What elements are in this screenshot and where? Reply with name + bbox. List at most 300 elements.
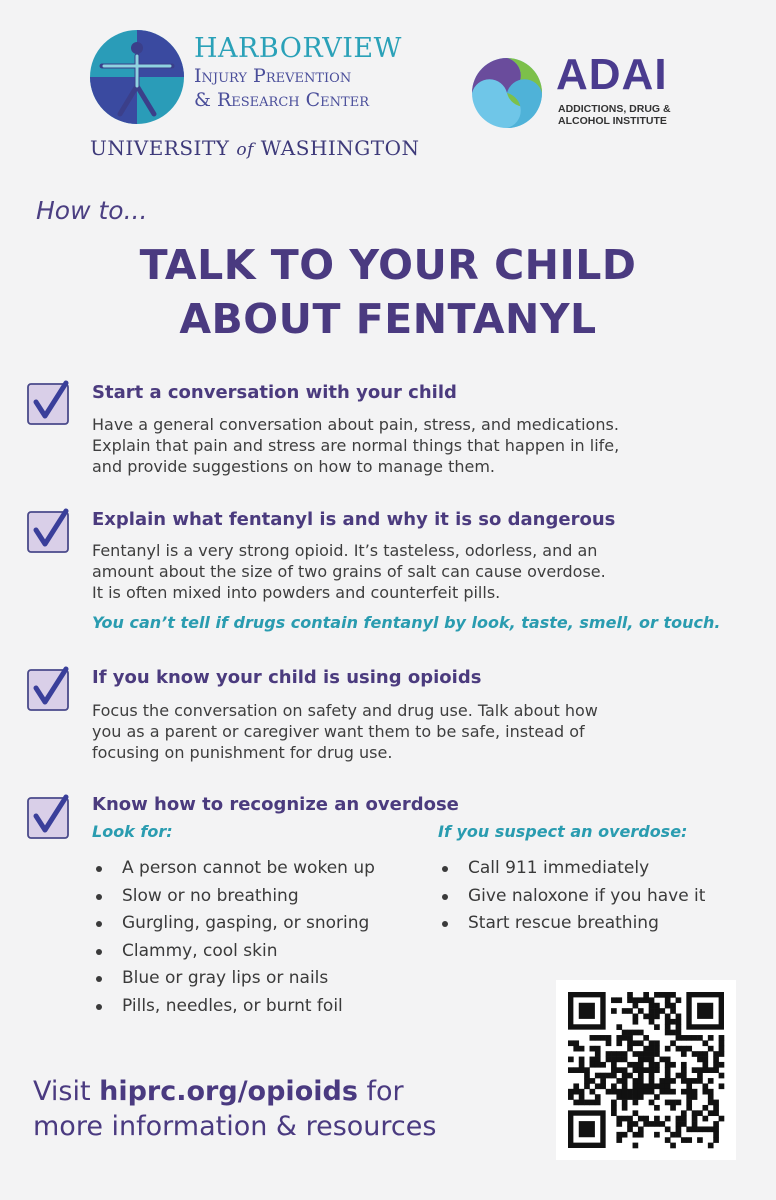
qr-module bbox=[600, 1078, 606, 1084]
qr-module bbox=[643, 1046, 649, 1052]
qr-module bbox=[633, 1051, 639, 1057]
qr-module bbox=[627, 1062, 633, 1068]
qr-module bbox=[702, 1051, 708, 1057]
qr-module bbox=[665, 1024, 671, 1030]
qr-module bbox=[590, 1035, 596, 1041]
qr-module bbox=[622, 1008, 628, 1014]
qr-module bbox=[702, 1116, 708, 1122]
qr-module bbox=[654, 1094, 660, 1100]
qr-module bbox=[686, 1083, 692, 1089]
qr-module bbox=[622, 1067, 628, 1073]
qr-module bbox=[622, 1030, 628, 1036]
qr-module bbox=[670, 1143, 676, 1149]
qr-module bbox=[665, 1062, 671, 1068]
qr-module bbox=[692, 1067, 698, 1073]
qr-module bbox=[590, 1046, 596, 1052]
qr-module bbox=[638, 1094, 644, 1100]
qr-module bbox=[676, 1126, 682, 1132]
section-heading-using-opioids: If you know your child is using opioids bbox=[92, 667, 482, 688]
qr-module bbox=[692, 1035, 698, 1041]
qr-module bbox=[638, 1089, 644, 1095]
qr-module bbox=[627, 1126, 633, 1132]
qr-module bbox=[643, 1057, 649, 1063]
title-line1: TALK TO YOUR CHILD bbox=[139, 241, 637, 289]
qr-module bbox=[670, 1019, 676, 1025]
uw-wordmark bbox=[90, 136, 420, 160]
qr-module bbox=[638, 1126, 644, 1132]
qr-module bbox=[665, 1073, 671, 1079]
qr-module bbox=[649, 1057, 655, 1063]
qr-module bbox=[654, 992, 660, 998]
qr-module bbox=[573, 1040, 579, 1046]
hiprc-line1: HARBORVIEW bbox=[194, 33, 402, 64]
qr-module bbox=[649, 1100, 655, 1106]
qr-module bbox=[670, 1062, 676, 1068]
qr-module bbox=[697, 1078, 703, 1084]
qr-module bbox=[697, 1137, 703, 1143]
body-line: Focus the conversation on safety and drug use. Talk about how bbox=[92, 701, 598, 720]
qr-module bbox=[611, 1067, 617, 1073]
qr-module bbox=[579, 1121, 595, 1137]
qr-module bbox=[595, 1094, 601, 1100]
list-item: Blue or gray lips or nails bbox=[92, 965, 375, 993]
qr-module bbox=[579, 1003, 595, 1019]
body-line: amount about the size of two grains of salt can cause overdose. bbox=[92, 562, 606, 581]
qr-module bbox=[665, 992, 671, 998]
qr-module bbox=[676, 997, 682, 1003]
qr-module bbox=[659, 1083, 665, 1089]
qr-module bbox=[579, 1062, 585, 1068]
qr-module bbox=[616, 1121, 622, 1127]
hiprc-logo bbox=[88, 28, 420, 163]
qr-module bbox=[681, 1051, 687, 1057]
qr-module bbox=[622, 1057, 628, 1063]
qr-module bbox=[676, 1046, 682, 1052]
qr-module bbox=[697, 1035, 703, 1041]
qr-module bbox=[681, 1078, 687, 1084]
qr-module bbox=[611, 1089, 617, 1095]
qr-module bbox=[665, 1019, 671, 1025]
qr-module bbox=[649, 997, 655, 1003]
qr-module bbox=[702, 1105, 708, 1111]
qr-module bbox=[649, 1083, 655, 1089]
qr-module bbox=[590, 1057, 596, 1063]
qr-module bbox=[643, 1014, 649, 1020]
qr-module bbox=[654, 1046, 660, 1052]
qr-module bbox=[622, 1089, 628, 1095]
uw-pre: UNIVERSITY bbox=[90, 136, 237, 160]
qr-module bbox=[719, 1073, 725, 1079]
qr-module bbox=[633, 997, 639, 1003]
qr-module bbox=[622, 1132, 628, 1138]
qr-module bbox=[616, 1094, 622, 1100]
qr-module bbox=[713, 1067, 719, 1073]
qr-module bbox=[681, 1089, 687, 1095]
qr-module bbox=[584, 1073, 590, 1079]
qr-module bbox=[633, 1094, 639, 1100]
qr-module bbox=[676, 1116, 682, 1122]
qr-module bbox=[611, 1083, 617, 1089]
qr-module bbox=[719, 1040, 725, 1046]
qr-module bbox=[573, 1067, 579, 1073]
qr-module bbox=[649, 1014, 655, 1020]
qr-module bbox=[633, 1019, 639, 1025]
qr-module bbox=[638, 1030, 644, 1036]
qr-module bbox=[659, 1008, 665, 1014]
list-item: Give naloxone if you have it bbox=[438, 883, 705, 911]
qr-module bbox=[633, 1078, 639, 1084]
website-link[interactable]: hiprc.org/opioids bbox=[99, 1076, 358, 1107]
qr-module bbox=[590, 1100, 596, 1106]
body-line: you as a parent or caregiver want them to be safe, instead of bbox=[92, 722, 585, 741]
qr-module bbox=[708, 1067, 714, 1073]
qr-module bbox=[579, 1089, 585, 1095]
qr-module bbox=[627, 1116, 633, 1122]
qr-module bbox=[568, 1040, 574, 1046]
section-body-start-conversation bbox=[92, 414, 619, 477]
qr-module bbox=[697, 1057, 703, 1063]
qr-module bbox=[649, 1040, 655, 1046]
qr-module bbox=[611, 1073, 617, 1079]
qr-module bbox=[633, 1067, 639, 1073]
qr-module bbox=[638, 1040, 644, 1046]
visit-line2: more information & resources bbox=[33, 1111, 437, 1142]
qr-module bbox=[568, 1057, 574, 1063]
qr-module bbox=[708, 1089, 714, 1095]
qr-module bbox=[654, 1040, 660, 1046]
qr-module bbox=[692, 1121, 698, 1127]
qr-code[interactable] bbox=[556, 980, 736, 1160]
qr-module bbox=[654, 1051, 660, 1057]
qr-module bbox=[622, 1073, 628, 1079]
qr-module bbox=[643, 1089, 649, 1095]
qr-module bbox=[649, 1051, 655, 1057]
qr-module bbox=[616, 1035, 622, 1041]
qr-module bbox=[600, 1083, 606, 1089]
uw-post: WASHINGTON bbox=[253, 136, 420, 160]
qr-module bbox=[616, 1040, 622, 1046]
qr-module bbox=[638, 1062, 644, 1068]
qr-module bbox=[676, 1014, 682, 1020]
qr-module bbox=[676, 1030, 682, 1036]
qr-module bbox=[654, 1008, 660, 1014]
qr-module bbox=[681, 1035, 687, 1041]
qr-module bbox=[697, 1126, 703, 1132]
qr-module bbox=[681, 1067, 687, 1073]
qr-module bbox=[622, 1083, 628, 1089]
qr-module bbox=[616, 1024, 622, 1030]
qr-module bbox=[649, 1121, 655, 1127]
list-item: Start rescue breathing bbox=[438, 910, 705, 938]
qr-module bbox=[676, 1132, 682, 1138]
qr-module bbox=[595, 1062, 601, 1068]
qr-module bbox=[595, 1100, 601, 1106]
qr-module bbox=[633, 1089, 639, 1095]
qr-module bbox=[638, 1078, 644, 1084]
fentanyl-warning-callout: You can’t tell if drugs contain fentanyl by look, taste, smell, or touch. bbox=[92, 613, 721, 632]
qr-module bbox=[665, 1137, 671, 1143]
qr-module bbox=[654, 1024, 660, 1030]
qr-module bbox=[638, 1116, 644, 1122]
qr-module bbox=[708, 1078, 714, 1084]
body-line: Fentanyl is a very strong opioid. It’s tasteless, odorless, and an bbox=[92, 541, 598, 560]
qr-module bbox=[719, 1051, 725, 1057]
qr-module bbox=[681, 1062, 687, 1068]
qr-module bbox=[616, 1078, 622, 1084]
qr-module bbox=[622, 1035, 628, 1041]
qr-module bbox=[659, 1089, 665, 1095]
qr-module bbox=[665, 1003, 671, 1009]
qr-module bbox=[573, 1100, 579, 1106]
qr-module bbox=[686, 1078, 692, 1084]
section-body-using-opioids bbox=[92, 700, 598, 763]
qr-module bbox=[595, 1051, 601, 1057]
qr-module bbox=[686, 1089, 692, 1095]
qr-module bbox=[606, 1051, 612, 1057]
qr-module bbox=[713, 1126, 719, 1132]
qr-module bbox=[686, 1100, 692, 1106]
qr-module bbox=[638, 1067, 644, 1073]
qr-module bbox=[579, 1100, 585, 1106]
list-item: Gurgling, gasping, or snoring bbox=[92, 910, 375, 938]
qr-module bbox=[681, 1137, 687, 1143]
qr-module bbox=[643, 992, 649, 998]
qr-module bbox=[665, 1014, 671, 1020]
qr-module bbox=[627, 1008, 633, 1014]
qr-module bbox=[595, 1057, 601, 1063]
list-item: A person cannot be woken up bbox=[92, 855, 375, 883]
qr-module bbox=[702, 1040, 708, 1046]
qr-module bbox=[702, 1089, 708, 1095]
qr-module bbox=[719, 1062, 725, 1068]
qr-module bbox=[649, 1062, 655, 1068]
qr-module bbox=[595, 1073, 601, 1079]
qr-module bbox=[622, 1105, 628, 1111]
qr-module bbox=[627, 1035, 633, 1041]
look-for-list bbox=[92, 855, 375, 1020]
qr-module bbox=[670, 1132, 676, 1138]
qr-module bbox=[633, 1100, 639, 1106]
title-line2: ABOUT FENTANYL bbox=[179, 295, 597, 343]
qr-module bbox=[692, 1094, 698, 1100]
qr-module bbox=[665, 997, 671, 1003]
qr-module bbox=[654, 1116, 660, 1122]
qr-module bbox=[719, 1035, 725, 1041]
qr-module bbox=[606, 1040, 612, 1046]
qr-module bbox=[638, 1051, 644, 1057]
qr-module bbox=[665, 1046, 671, 1052]
body-line: focusing on punishment for drug use. bbox=[92, 743, 393, 762]
qr-module bbox=[633, 1110, 639, 1116]
qr-module bbox=[670, 1089, 676, 1095]
qr-module bbox=[665, 1126, 671, 1132]
qr-module bbox=[676, 1024, 682, 1030]
qr-module bbox=[692, 1110, 698, 1116]
qr-module bbox=[627, 1046, 633, 1052]
qr-module bbox=[622, 1116, 628, 1122]
qr-module bbox=[697, 1110, 703, 1116]
qr-module bbox=[638, 1083, 644, 1089]
qr-module bbox=[633, 1030, 639, 1036]
qr-module bbox=[665, 1057, 671, 1063]
qr-module bbox=[665, 1116, 671, 1122]
qr-module bbox=[702, 1062, 708, 1068]
qr-module bbox=[708, 1094, 714, 1100]
qr-module bbox=[622, 1078, 628, 1084]
qr-module bbox=[676, 1100, 682, 1106]
qr-module bbox=[643, 997, 649, 1003]
qr-module bbox=[649, 1078, 655, 1084]
qr-module bbox=[595, 1035, 601, 1041]
qr-module bbox=[676, 1073, 682, 1079]
qr-module bbox=[579, 1094, 585, 1100]
qr-module bbox=[611, 1110, 617, 1116]
qr-module bbox=[702, 1067, 708, 1073]
qr-module bbox=[654, 1083, 660, 1089]
qr-module bbox=[643, 1051, 649, 1057]
qr-module bbox=[649, 1046, 655, 1052]
qr-module bbox=[670, 1008, 676, 1014]
qr-module bbox=[681, 1110, 687, 1116]
visit-footer bbox=[33, 1074, 436, 1144]
qr-module bbox=[697, 1067, 703, 1073]
qr-module bbox=[633, 1132, 639, 1138]
list-item: Clammy, cool skin bbox=[92, 938, 375, 966]
qr-module bbox=[681, 1121, 687, 1127]
qr-module bbox=[643, 1035, 649, 1041]
qr-module bbox=[616, 1132, 622, 1138]
section-body-explain-fentanyl bbox=[92, 540, 606, 603]
qr-module bbox=[638, 1008, 644, 1014]
qr-module bbox=[573, 1083, 579, 1089]
qr-module bbox=[665, 1030, 671, 1036]
qr-module bbox=[600, 1035, 606, 1041]
qr-module bbox=[692, 1078, 698, 1084]
qr-module bbox=[713, 1121, 719, 1127]
qr-module bbox=[719, 1046, 725, 1052]
qr-module bbox=[665, 1100, 671, 1106]
qr-module bbox=[616, 997, 622, 1003]
qr-module bbox=[697, 1073, 703, 1079]
section-heading-start-conversation: Start a conversation with your child bbox=[92, 382, 457, 403]
qr-module bbox=[665, 1078, 671, 1084]
qr-module bbox=[649, 1008, 655, 1014]
list-item: Slow or no breathing bbox=[92, 883, 375, 911]
qr-module bbox=[649, 1089, 655, 1095]
qr-module bbox=[573, 1046, 579, 1052]
qr-module bbox=[606, 1035, 612, 1041]
qr-module bbox=[692, 1116, 698, 1122]
qr-module bbox=[686, 1046, 692, 1052]
qr-module bbox=[654, 1067, 660, 1073]
qr-module bbox=[627, 1073, 633, 1079]
qr-module bbox=[692, 1089, 698, 1095]
qr-module bbox=[595, 1046, 601, 1052]
qr-module bbox=[654, 1121, 660, 1127]
visit-pre: Visit bbox=[33, 1076, 100, 1107]
body-line: It is often mixed into powders and counterfeit pills. bbox=[92, 583, 501, 602]
qr-module bbox=[708, 1126, 714, 1132]
qr-module bbox=[643, 1067, 649, 1073]
qr-module bbox=[719, 1116, 725, 1122]
qr-module bbox=[606, 1057, 612, 1063]
qr-module bbox=[579, 1067, 585, 1073]
qr-module bbox=[654, 1062, 660, 1068]
qr-module bbox=[659, 1078, 665, 1084]
uw-of: of bbox=[236, 140, 254, 160]
qr-module bbox=[584, 1067, 590, 1073]
qr-module bbox=[616, 1067, 622, 1073]
qr-module bbox=[713, 1137, 719, 1143]
qr-module bbox=[643, 1116, 649, 1122]
qr-module bbox=[638, 1073, 644, 1079]
qr-module bbox=[568, 1089, 574, 1095]
suspect-overdose-heading: If you suspect an overdose: bbox=[438, 822, 688, 841]
qr-module bbox=[670, 1100, 676, 1106]
qr-module bbox=[590, 1078, 596, 1084]
qr-module bbox=[670, 1040, 676, 1046]
qr-module bbox=[611, 1062, 617, 1068]
qr-module bbox=[713, 1100, 719, 1106]
qr-module bbox=[665, 1089, 671, 1095]
qr-module bbox=[606, 1073, 612, 1079]
qr-module bbox=[643, 1121, 649, 1127]
qr-module bbox=[708, 1046, 714, 1052]
qr-module bbox=[665, 1067, 671, 1073]
qr-module bbox=[670, 1030, 676, 1036]
qr-module bbox=[638, 997, 644, 1003]
qr-module bbox=[649, 1067, 655, 1073]
qr-module bbox=[686, 1105, 692, 1111]
qr-module bbox=[686, 1035, 692, 1041]
qr-module bbox=[708, 1110, 714, 1116]
qr-module bbox=[697, 1003, 713, 1019]
qr-module bbox=[611, 997, 617, 1003]
visit-post: for bbox=[357, 1076, 404, 1107]
qr-module bbox=[611, 1057, 617, 1063]
adai-name: ADAI bbox=[556, 50, 668, 99]
qr-module bbox=[616, 1137, 622, 1143]
qr-module bbox=[590, 1089, 596, 1095]
qr-module bbox=[676, 1035, 682, 1041]
qr-module bbox=[568, 1067, 574, 1073]
qr-module bbox=[643, 1083, 649, 1089]
qr-module bbox=[595, 1083, 601, 1089]
qr-module bbox=[579, 1057, 585, 1063]
page-title bbox=[0, 238, 776, 346]
body-line: Have a general conversation about pain, stress, and medications. bbox=[92, 415, 619, 434]
qr-module bbox=[633, 1062, 639, 1068]
look-for-heading: Look for: bbox=[92, 822, 173, 841]
qr-module bbox=[719, 1083, 725, 1089]
qr-module bbox=[611, 1008, 617, 1014]
qr-module bbox=[654, 1014, 660, 1020]
qr-module bbox=[633, 1083, 639, 1089]
qr-module bbox=[638, 1132, 644, 1138]
qr-module bbox=[670, 1105, 676, 1111]
list-item: Pills, needles, or burnt foil bbox=[92, 993, 375, 1021]
body-line: and provide suggestions on how to manage them. bbox=[92, 457, 496, 476]
qr-module bbox=[627, 1089, 633, 1095]
qr-module bbox=[665, 1083, 671, 1089]
qr-module bbox=[708, 1143, 714, 1149]
hiprc-emblem-icon bbox=[88, 28, 186, 126]
qr-module bbox=[692, 1051, 698, 1057]
qr-module bbox=[670, 1078, 676, 1084]
checked-box-icon bbox=[26, 380, 72, 426]
qr-module bbox=[676, 1019, 682, 1025]
qr-module bbox=[681, 1046, 687, 1052]
